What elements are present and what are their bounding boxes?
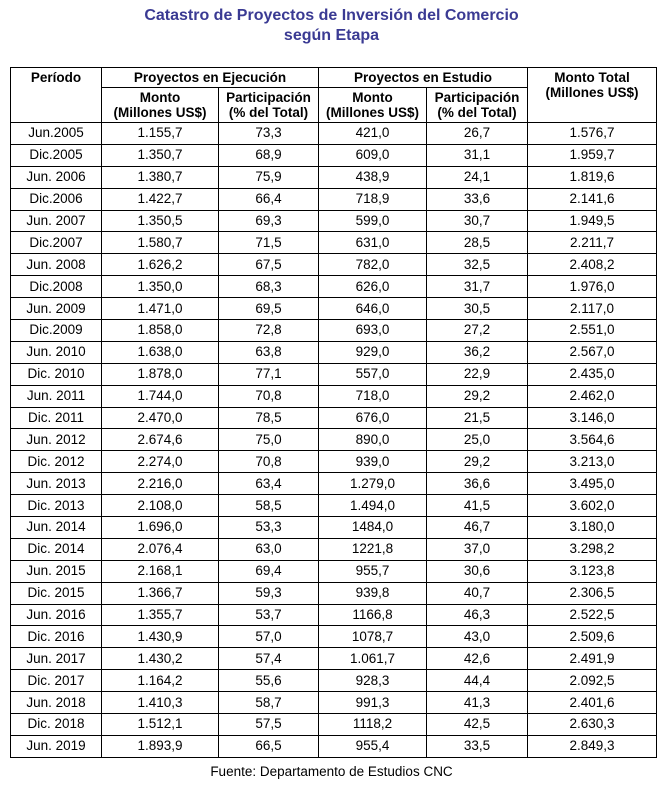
monto-total-cell: 2.211,7 <box>528 232 657 254</box>
ejecucion-participacion-cell: 63,0 <box>219 538 319 560</box>
header-monto-total-line2: (Millones US$) <box>545 85 639 100</box>
estudio-participacion-cell: 32,5 <box>427 254 528 276</box>
periodo-cell: Jun. 2014 <box>11 517 102 539</box>
header-row-1 <box>11 68 657 88</box>
table-row <box>11 385 657 407</box>
estudio-participacion-cell: 36,6 <box>427 473 528 495</box>
estudio-monto-cell: 626,0 <box>319 276 427 298</box>
estudio-monto-cell: 646,0 <box>319 298 427 320</box>
header-part-line1: Participación <box>226 90 311 105</box>
ejecucion-monto-cell: 2.108,0 <box>102 495 219 517</box>
periodo-cell: Jun. 2019 <box>11 735 102 757</box>
ejecucion-monto-cell: 1.410,3 <box>102 692 219 714</box>
monto-total-cell: 3.213,0 <box>528 451 657 473</box>
periodo-cell: Dic. 2012 <box>11 451 102 473</box>
estudio-participacion-cell: 42,6 <box>427 648 528 670</box>
header-estudio-participacion <box>427 88 528 123</box>
periodo-cell: Dic. 2017 <box>11 670 102 692</box>
ejecucion-monto-cell: 2.076,4 <box>102 538 219 560</box>
header-monto-total-line1: Monto Total <box>554 70 630 85</box>
ejecucion-participacion-cell: 57,0 <box>219 626 319 648</box>
ejecucion-participacion-cell: 78,5 <box>219 407 319 429</box>
monto-total-cell: 2.551,0 <box>528 320 657 342</box>
monto-total-cell: 2.401,6 <box>528 692 657 714</box>
periodo-cell: Dic. 2013 <box>11 495 102 517</box>
ejecucion-participacion-cell: 77,1 <box>219 363 319 385</box>
monto-total-cell: 2.491,9 <box>528 648 657 670</box>
monto-total-cell: 2.408,2 <box>528 254 657 276</box>
periodo-cell: Jun. 2006 <box>11 166 102 188</box>
header-part-line2: (% del Total) <box>437 105 517 120</box>
estudio-participacion-cell: 24,1 <box>427 166 528 188</box>
ejecucion-monto-cell: 1.696,0 <box>102 517 219 539</box>
estudio-participacion-cell: 33,6 <box>427 188 528 210</box>
estudio-monto-cell: 1.279,0 <box>319 473 427 495</box>
periodo-cell: Dic.2009 <box>11 320 102 342</box>
ejecucion-monto-cell: 1.380,7 <box>102 166 219 188</box>
monto-total-cell: 2.522,5 <box>528 604 657 626</box>
ejecucion-participacion-cell: 55,6 <box>219 670 319 692</box>
ejecucion-monto-cell: 1.164,2 <box>102 670 219 692</box>
monto-total-cell: 3.602,0 <box>528 495 657 517</box>
table-row <box>11 188 657 210</box>
header-monto-line1: Monto <box>352 90 393 105</box>
estudio-participacion-cell: 25,0 <box>427 429 528 451</box>
table-row <box>11 714 657 736</box>
monto-total-cell: 2.462,0 <box>528 385 657 407</box>
estudio-participacion-cell: 37,0 <box>427 538 528 560</box>
estudio-monto-cell: 991,3 <box>319 692 427 714</box>
estudio-monto-cell: 676,0 <box>319 407 427 429</box>
monto-total-cell: 2.849,3 <box>528 735 657 757</box>
estudio-monto-cell: 1.494,0 <box>319 495 427 517</box>
estudio-participacion-cell: 27,2 <box>427 320 528 342</box>
monto-total-cell: 2.567,0 <box>528 341 657 363</box>
ejecucion-monto-cell: 1.350,0 <box>102 276 219 298</box>
periodo-cell: Jun. 2015 <box>11 560 102 582</box>
estudio-participacion-cell: 36,2 <box>427 341 528 363</box>
table-row <box>11 582 657 604</box>
monto-total-cell: 1.576,7 <box>528 123 657 145</box>
monto-total-cell: 3.123,8 <box>528 560 657 582</box>
estudio-monto-cell: 609,0 <box>319 144 427 166</box>
periodo-cell: Dic. 2014 <box>11 538 102 560</box>
estudio-participacion-cell: 41,3 <box>427 692 528 714</box>
table-row <box>11 254 657 276</box>
header-part-line2: (% del Total) <box>228 105 309 120</box>
estudio-monto-cell: 939,0 <box>319 451 427 473</box>
estudio-participacion-cell: 26,7 <box>427 123 528 145</box>
ejecucion-monto-cell: 2.470,0 <box>102 407 219 429</box>
table-row <box>11 363 657 385</box>
estudio-participacion-cell: 46,7 <box>427 517 528 539</box>
ejecucion-participacion-cell: 57,5 <box>219 714 319 736</box>
ejecucion-participacion-cell: 63,8 <box>219 341 319 363</box>
estudio-participacion-cell: 33,5 <box>427 735 528 757</box>
estudio-monto-cell: 718,0 <box>319 385 427 407</box>
monto-total-cell: 3.564,6 <box>528 429 657 451</box>
monto-total-cell: 1.819,6 <box>528 166 657 188</box>
monto-total-cell: 2.117,0 <box>528 298 657 320</box>
ejecucion-participacion-cell: 73,3 <box>219 123 319 145</box>
ejecucion-monto-cell: 1.858,0 <box>102 320 219 342</box>
ejecucion-monto-cell: 1.471,0 <box>102 298 219 320</box>
estudio-participacion-cell: 43,0 <box>427 626 528 648</box>
estudio-monto-cell: 928,3 <box>319 670 427 692</box>
table-row <box>11 604 657 626</box>
estudio-participacion-cell: 42,5 <box>427 714 528 736</box>
periodo-cell: Jun. 2011 <box>11 385 102 407</box>
source-note: Fuente: Departamento de Estudios CNC <box>210 764 453 779</box>
ejecucion-participacion-cell: 59,3 <box>219 582 319 604</box>
ejecucion-monto-cell: 2.274,0 <box>102 451 219 473</box>
periodo-cell: Dic.2008 <box>11 276 102 298</box>
ejecucion-monto-cell: 1.422,7 <box>102 188 219 210</box>
header-monto-total <box>528 68 657 123</box>
ejecucion-participacion-cell: 69,5 <box>219 298 319 320</box>
ejecucion-monto-cell: 1.350,5 <box>102 210 219 232</box>
periodo-cell: Dic. 2010 <box>11 363 102 385</box>
ejecucion-participacion-cell: 58,7 <box>219 692 319 714</box>
ejecucion-participacion-cell: 66,5 <box>219 735 319 757</box>
ejecucion-monto-cell: 1.878,0 <box>102 363 219 385</box>
table-row <box>11 626 657 648</box>
estudio-monto-cell: 693,0 <box>319 320 427 342</box>
ejecucion-monto-cell: 1.638,0 <box>102 341 219 363</box>
estudio-monto-cell: 438,9 <box>319 166 427 188</box>
table-row <box>11 123 657 145</box>
estudio-monto-cell: 939,8 <box>319 582 427 604</box>
estudio-participacion-cell: 46,3 <box>427 604 528 626</box>
ejecucion-participacion-cell: 67,5 <box>219 254 319 276</box>
estudio-participacion-cell: 41,5 <box>427 495 528 517</box>
title-line-1: Catastro de Proyectos de Inversión del Comercio <box>144 7 519 24</box>
header-monto-line1: Monto <box>139 90 181 105</box>
periodo-cell: Jun. 2010 <box>11 341 102 363</box>
estudio-monto-cell: 631,0 <box>319 232 427 254</box>
periodo-cell: Jun. 2017 <box>11 648 102 670</box>
table-row <box>11 407 657 429</box>
ejecucion-monto-cell: 2.216,0 <box>102 473 219 495</box>
investment-table <box>10 67 657 758</box>
periodo-cell: Dic. 2011 <box>11 407 102 429</box>
monto-total-cell: 2.630,3 <box>528 714 657 736</box>
estudio-monto-cell: 557,0 <box>319 363 427 385</box>
table-row <box>11 341 657 363</box>
estudio-participacion-cell: 21,5 <box>427 407 528 429</box>
periodo-cell: Dic.2007 <box>11 232 102 254</box>
estudio-monto-cell: 890,0 <box>319 429 427 451</box>
estudio-monto-cell: 1166,8 <box>319 604 427 626</box>
document-title <box>0 6 663 46</box>
monto-total-cell: 1.959,7 <box>528 144 657 166</box>
estudio-monto-cell: 782,0 <box>319 254 427 276</box>
estudio-participacion-cell: 28,5 <box>427 232 528 254</box>
ejecucion-participacion-cell: 72,8 <box>219 320 319 342</box>
table-row <box>11 735 657 757</box>
header-monto-line2: (Millones US$) <box>325 105 419 120</box>
periodo-cell: Dic.2005 <box>11 144 102 166</box>
header-ejecucion-participacion <box>219 88 319 123</box>
header-estudio: Proyectos en Estudio <box>319 68 528 88</box>
table-row <box>11 144 657 166</box>
estudio-participacion-cell: 29,2 <box>427 451 528 473</box>
table-body <box>11 123 657 758</box>
periodo-cell: Jun. 2012 <box>11 429 102 451</box>
estudio-participacion-cell: 30,6 <box>427 560 528 582</box>
table-row <box>11 451 657 473</box>
estudio-participacion-cell: 29,2 <box>427 385 528 407</box>
ejecucion-participacion-cell: 68,3 <box>219 276 319 298</box>
estudio-monto-cell: 1221,8 <box>319 538 427 560</box>
periodo-cell: Jun. 2018 <box>11 692 102 714</box>
estudio-participacion-cell: 30,7 <box>427 210 528 232</box>
estudio-participacion-cell: 44,4 <box>427 670 528 692</box>
monto-total-cell: 2.141,6 <box>528 188 657 210</box>
periodo-cell: Jun. 2016 <box>11 604 102 626</box>
header-ejecucion: Proyectos en Ejecución <box>102 68 319 88</box>
monto-total-cell: 3.146,0 <box>528 407 657 429</box>
header-estudio-monto <box>319 88 427 123</box>
monto-total-cell: 1.949,5 <box>528 210 657 232</box>
monto-total-cell: 2.435,0 <box>528 363 657 385</box>
ejecucion-participacion-cell: 69,3 <box>219 210 319 232</box>
table-row <box>11 276 657 298</box>
ejecucion-participacion-cell: 58,5 <box>219 495 319 517</box>
periodo-cell: Dic. 2015 <box>11 582 102 604</box>
table-row <box>11 166 657 188</box>
estudio-participacion-cell: 31,7 <box>427 276 528 298</box>
ejecucion-monto-cell: 1.744,0 <box>102 385 219 407</box>
table-row <box>11 495 657 517</box>
periodo-cell: Jun. 2008 <box>11 254 102 276</box>
periodo-cell: Jun. 2007 <box>11 210 102 232</box>
table-row <box>11 538 657 560</box>
ejecucion-participacion-cell: 75,0 <box>219 429 319 451</box>
monto-total-cell: 2.509,6 <box>528 626 657 648</box>
estudio-monto-cell: 599,0 <box>319 210 427 232</box>
ejecucion-monto-cell: 1.355,7 <box>102 604 219 626</box>
estudio-monto-cell: 718,9 <box>319 188 427 210</box>
ejecucion-participacion-cell: 71,5 <box>219 232 319 254</box>
table-row <box>11 320 657 342</box>
ejecucion-participacion-cell: 63,4 <box>219 473 319 495</box>
table-row <box>11 473 657 495</box>
estudio-monto-cell: 421,0 <box>319 123 427 145</box>
table-row <box>11 560 657 582</box>
periodo-cell: Jun. 2013 <box>11 473 102 495</box>
ejecucion-participacion-cell: 70,8 <box>219 451 319 473</box>
ejecucion-monto-cell: 1.366,7 <box>102 582 219 604</box>
periodo-cell: Dic.2006 <box>11 188 102 210</box>
ejecucion-monto-cell: 1.155,7 <box>102 123 219 145</box>
estudio-monto-cell: 1078,7 <box>319 626 427 648</box>
periodo-cell: Dic. 2016 <box>11 626 102 648</box>
estudio-participacion-cell: 22,9 <box>427 363 528 385</box>
ejecucion-monto-cell: 1.580,7 <box>102 232 219 254</box>
estudio-monto-cell: 955,4 <box>319 735 427 757</box>
ejecucion-monto-cell: 2.674,6 <box>102 429 219 451</box>
ejecucion-participacion-cell: 66,4 <box>219 188 319 210</box>
monto-total-cell: 2.306,5 <box>528 582 657 604</box>
monto-total-cell: 1.976,0 <box>528 276 657 298</box>
ejecucion-participacion-cell: 57,4 <box>219 648 319 670</box>
estudio-monto-cell: 955,7 <box>319 560 427 582</box>
table-row <box>11 429 657 451</box>
table-row <box>11 692 657 714</box>
header-monto-line2: (Millones US$) <box>113 105 207 120</box>
table-row <box>11 210 657 232</box>
table-row <box>11 517 657 539</box>
periodo-cell: Dic. 2018 <box>11 714 102 736</box>
monto-total-cell: 3.298,2 <box>528 538 657 560</box>
ejecucion-monto-cell: 1.512,1 <box>102 714 219 736</box>
table-row <box>11 670 657 692</box>
table-row <box>11 298 657 320</box>
ejecucion-monto-cell: 1.350,7 <box>102 144 219 166</box>
ejecucion-participacion-cell: 70,8 <box>219 385 319 407</box>
monto-total-cell: 3.495,0 <box>528 473 657 495</box>
table-row <box>11 232 657 254</box>
header-periodo: Período <box>11 68 102 123</box>
monto-total-cell: 2.092,5 <box>528 670 657 692</box>
ejecucion-participacion-cell: 53,7 <box>219 604 319 626</box>
ejecucion-participacion-cell: 53,3 <box>219 517 319 539</box>
ejecucion-participacion-cell: 75,9 <box>219 166 319 188</box>
estudio-monto-cell: 929,0 <box>319 341 427 363</box>
periodo-cell: Jun. 2009 <box>11 298 102 320</box>
periodo-cell: Jun.2005 <box>11 123 102 145</box>
ejecucion-monto-cell: 1.626,2 <box>102 254 219 276</box>
ejecucion-monto-cell: 1.430,2 <box>102 648 219 670</box>
estudio-participacion-cell: 40,7 <box>427 582 528 604</box>
estudio-participacion-cell: 31,1 <box>427 144 528 166</box>
monto-total-cell: 3.180,0 <box>528 517 657 539</box>
estudio-participacion-cell: 30,5 <box>427 298 528 320</box>
title-line-2: según Etapa <box>283 27 380 44</box>
header-part-line1: Participación <box>434 90 520 105</box>
ejecucion-monto-cell: 1.893,9 <box>102 735 219 757</box>
ejecucion-monto-cell: 1.430,9 <box>102 626 219 648</box>
ejecucion-participacion-cell: 69,4 <box>219 560 319 582</box>
estudio-monto-cell: 1.061,7 <box>319 648 427 670</box>
header-ejecucion-monto <box>102 88 219 123</box>
table-row <box>11 648 657 670</box>
ejecucion-monto-cell: 2.168,1 <box>102 560 219 582</box>
estudio-monto-cell: 1484,0 <box>319 517 427 539</box>
estudio-monto-cell: 1118,2 <box>319 714 427 736</box>
ejecucion-participacion-cell: 68,9 <box>219 144 319 166</box>
